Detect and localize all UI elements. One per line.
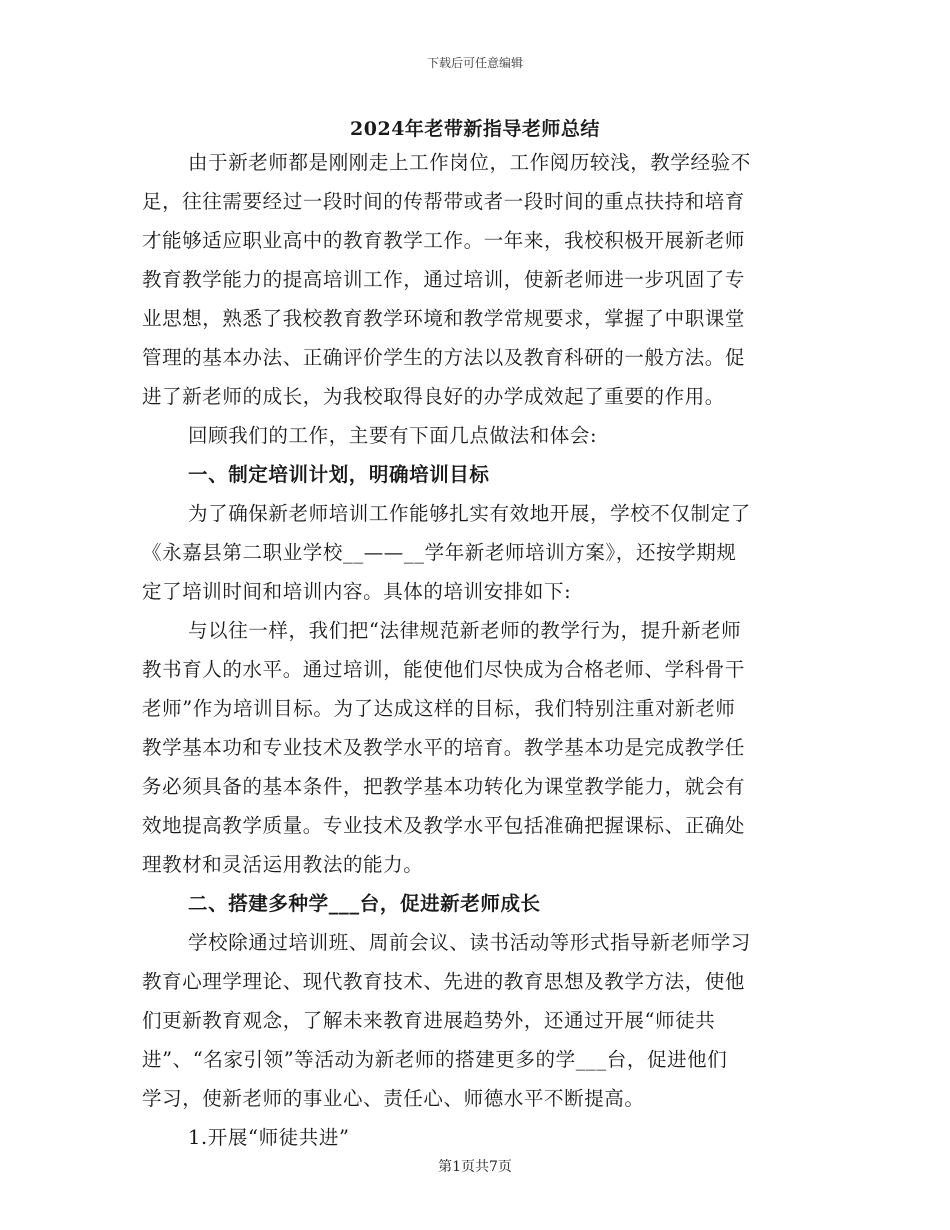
body-line: 学习，使新老师的事业心、责任心、师德水平不断提高。 bbox=[142, 1087, 645, 1110]
body-line: 管理的基本办法、正确评价学生的方法以及教育科研的一般方法。促 bbox=[142, 346, 746, 369]
body-line: 足，往往需要经过一段时间的传帮带或者一段时间的重点扶持和培育 bbox=[142, 190, 746, 213]
body-line: 教学基本功和专业技术及教学水平的培育。教学基本功是完成教学任 bbox=[142, 736, 746, 759]
document-title: 2024年老带新指导老师总结 bbox=[350, 118, 600, 140]
body-line: 与以往一样，我们把“法律规范新老师的教学行为，提升新老师 bbox=[188, 619, 742, 642]
body-line: 进了新老师的成长，为我校取得良好的办学成效起了重要的作用。 bbox=[142, 385, 725, 408]
body-line: 进”、“名家引领”等活动为新老师的搭建更多的学___台，促进他们 bbox=[142, 1048, 728, 1071]
header-note: 下载后可任意编辑 bbox=[426, 56, 523, 70]
body-line: 业思想，熟悉了我校教育教学环境和教学常规要求，掌握了中职课堂 bbox=[142, 307, 746, 330]
body-line: 务必须具备的基本条件，把教学基本功转化为课堂教学能力，就会有 bbox=[142, 775, 746, 798]
body-line: 教育心理学理论、现代教育技术、先进的教育思想及教学方法，使他 bbox=[142, 970, 746, 993]
section-heading: 一、制定培训计划，明确培训目标 bbox=[188, 463, 490, 486]
body-line: 们更新教育观念，了解未来教育进展趋势外，还通过开展“师徒共 bbox=[142, 1009, 716, 1032]
subsection-heading: 1.开展“师徒共进” bbox=[188, 1126, 350, 1149]
body-line: 教书育人的水平。通过培训，能使他们尽快成为合格老师、学科骨干 bbox=[142, 658, 746, 681]
body-line: 效地提高教学质量。专业技术及教学水平包括准确把握课标、正确处 bbox=[142, 814, 746, 837]
body-line: 《永嘉县第二职业学校__——__学年新老师培训方案》，还按学期规 bbox=[142, 541, 737, 564]
body-line: 老师”作为培训目标。为了达成这样的目标，我们特别注重对新老师 bbox=[142, 697, 736, 720]
body-line: 学校除通过培训班、周前会议、读书活动等形式指导新老师学习 bbox=[188, 931, 751, 954]
body-line: 由于新老师都是刚刚走上工作岗位，工作阅历较浅，教学经验不 bbox=[188, 151, 751, 174]
section-heading: 二、搭建多种学___台，促进新老师成长 bbox=[188, 892, 541, 915]
body-line: 理教材和灵活运用教法的能力。 bbox=[142, 853, 424, 876]
body-line: 定了培训时间和培训内容。具体的培训安排如下: bbox=[142, 580, 572, 603]
page-footer: 第1页共7页 bbox=[438, 1159, 512, 1175]
body-line: 教育教学能力的提高培训工作，通过培训，使新老师进一步巩固了专 bbox=[142, 268, 746, 291]
body-line: 才能够适应职业高中的教育教学工作。一年来，我校积极开展新老师 bbox=[142, 229, 746, 252]
body-line: 为了确保新老师培训工作能够扎实有效地开展，学校不仅制定了 bbox=[188, 502, 751, 525]
body-line: 回顾我们的工作，主要有下面几点做法和体会: bbox=[188, 424, 598, 447]
